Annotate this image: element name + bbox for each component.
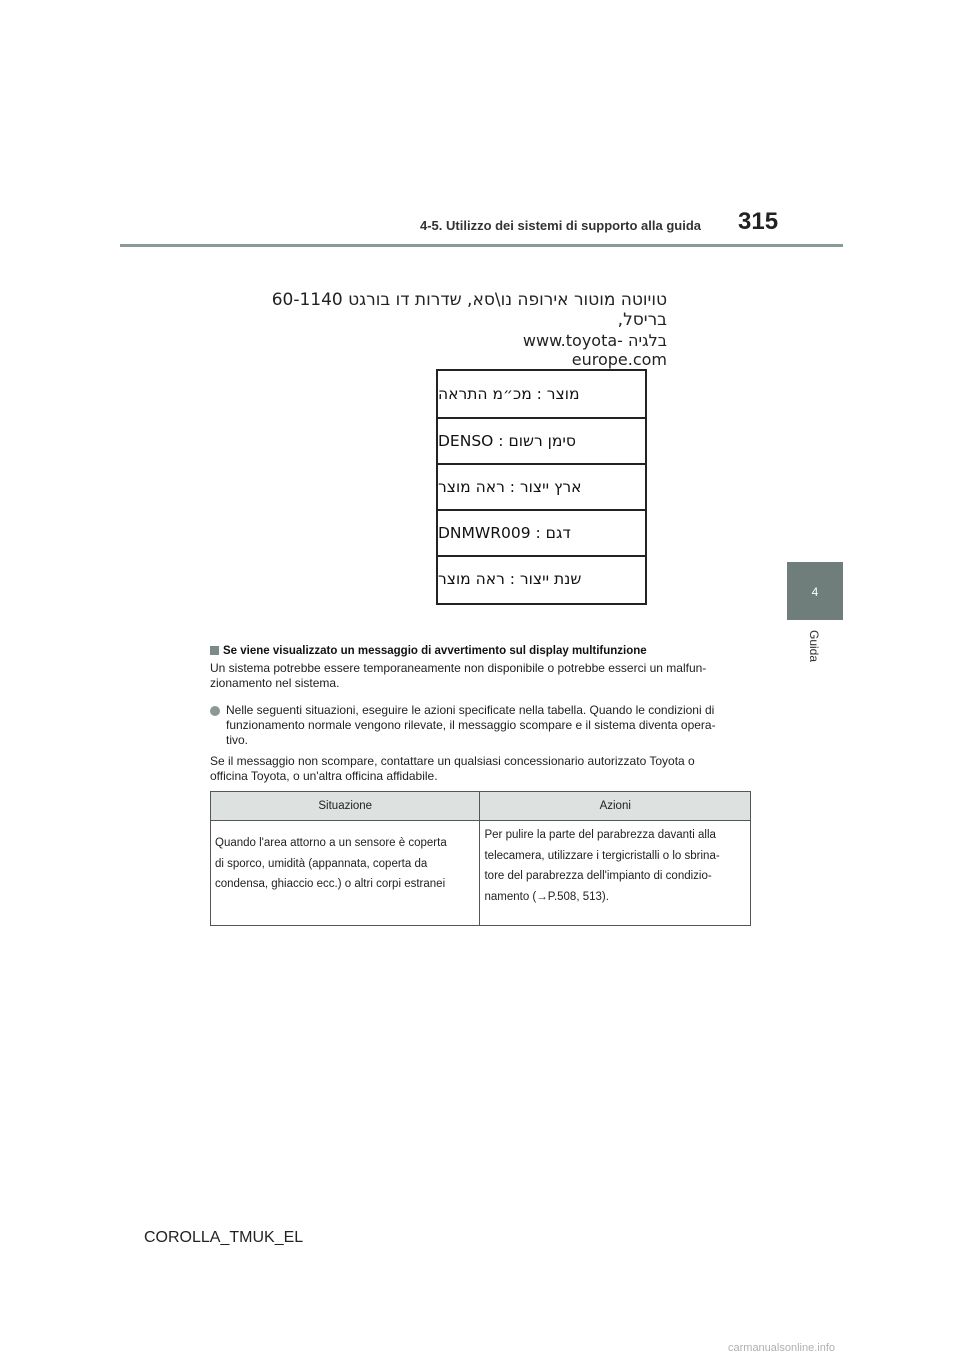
hebrew-website-line: בלגיה www.toyota-europe.com xyxy=(522,331,667,369)
product-label-box xyxy=(436,369,647,605)
table-header-situation: Situazione xyxy=(211,792,480,821)
section-heading: Se viene visualizzato un messaggio di avvertimento sul display multifunzione xyxy=(210,645,647,657)
page-number: 315 xyxy=(738,208,779,235)
table-header-row xyxy=(211,792,751,821)
situation-cell: Quando l'area attorno a un sensore è coperta di sporco, umidità (appannata, coperta da condensa, ghiaccio ecc.) o altri corpi estranei xyxy=(211,821,480,926)
hebrew-address-line: טויוטה מוטור אירופה נו\סא, שדרות דו בורגט 60-1140 בריסל, xyxy=(271,290,667,330)
label-row-year: שנת ייצור : ראה מוצר xyxy=(438,555,645,601)
chapter-tab-label: Guida xyxy=(807,630,821,663)
label-row-brand: סימן רשום : DENSO xyxy=(438,417,645,463)
label-row-country: ארץ ייצור : ראה מוצר xyxy=(438,463,645,509)
label-row-product: מוצר : מכ״מ התראה xyxy=(438,385,580,403)
footer-code: COROLLA_TMUK_EL xyxy=(144,1229,304,1246)
header-section-title: 4-5. Utilizzo dei sistemi di supporto alla guida xyxy=(420,218,701,233)
table-header-actions: Azioni xyxy=(480,792,751,821)
intro-paragraph: Un sistema potrebbe essere temporaneamente non disponibile o potrebbe esserci un malfun- zionamento nel sistema. xyxy=(210,661,707,690)
note-paragraph: Se il messaggio non scompare, contattare un qualsiasi concessionario autorizzato Toyota o officina Toyota, o un'altra officina affidabile. xyxy=(210,754,695,783)
table-row xyxy=(211,821,751,926)
label-row-model: דגם : DNMWR009 xyxy=(438,509,645,555)
action-cell: Per pulire la parte del parabrezza davanti alla telecamera, utilizzare i tergicristalli o lo sbrina- tore del parabrezza dell'impianto di condizio- namento (→P.508, 513). xyxy=(480,821,751,926)
bullet-dot-icon xyxy=(210,706,220,716)
header-rule xyxy=(120,244,843,247)
heading-square-icon xyxy=(210,646,219,655)
watermark: carmanualsonline.info xyxy=(728,1342,836,1354)
chapter-tab-number: 4 xyxy=(811,585,819,599)
situation-table xyxy=(210,791,751,926)
